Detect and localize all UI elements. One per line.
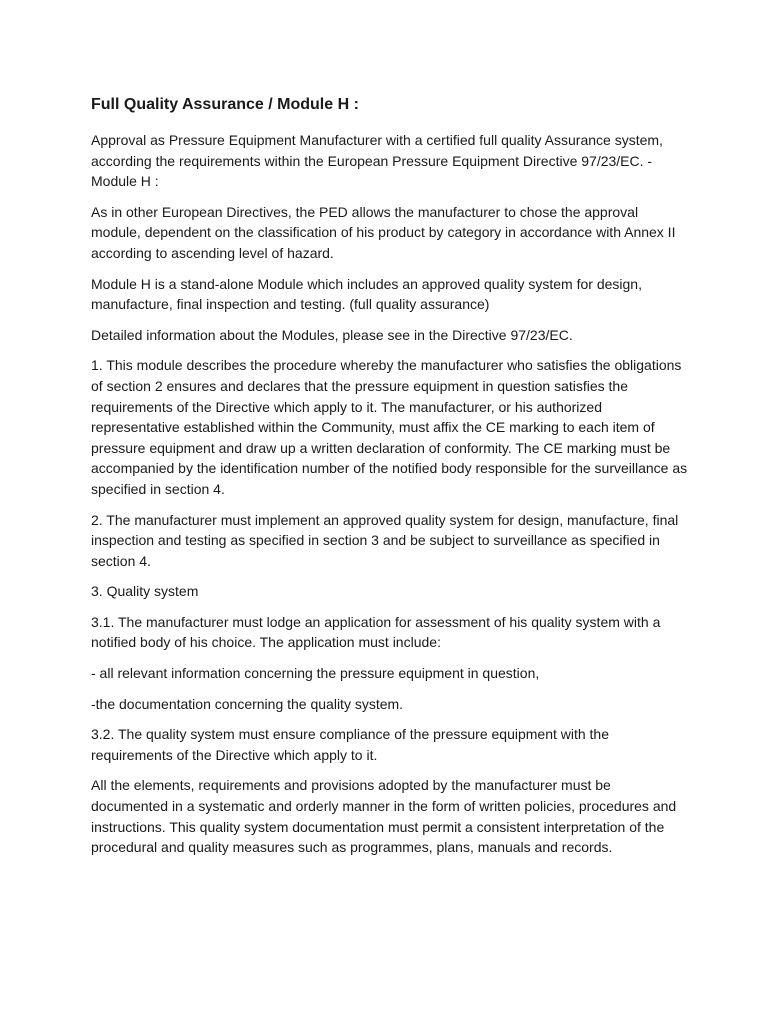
- document-title: Full Quality Assurance / Module H :: [91, 96, 359, 113]
- list-item-relevant-information: - all relevant information concerning the pressure equipment in question,: [91, 665, 540, 682]
- paragraph-ped-modules: As in other European Directives, the PED allows the manufacturer to chose the approval module, dependent on the classification of his product by category in accordance with Annex II according to ascending level of hazard.: [91, 203, 676, 261]
- document-page: [91, 93, 691, 868]
- paragraph-section-2: 2. The manufacturer must implement an approved quality system for design, manufacture, final inspection and testing as specified in section 3 and be subject to surveillance as specified in section 4.: [91, 511, 679, 569]
- paragraph-section-3-1: 3.1. The manufacturer must lodge an application for assessment of his quality system with a notified body of his choice. The application must include:: [91, 613, 661, 651]
- paragraph-section-3-heading: 3. Quality system: [91, 583, 199, 600]
- paragraph-section-3-2: 3.2. The quality system must ensure compliance of the pressure equipment with the requirements of the Directive which apply to it.: [91, 726, 610, 763]
- paragraph-documentation-requirements: All the elements, requirements and provisions adopted by the manufacturer must be documented in a systematic and orderly manner in the form of written policies, procedures and instructions. This quality system documentation must permit a consistent interpretation of the procedural and quality measures such as programmes, plans, manuals and records.: [91, 777, 677, 856]
- paragraph-section-1: 1. This module describes the procedure whereby the manufacturer who satisfies the obligations of section 2 ensures and declares that the pressure equipment in question satisfies the requirements of the Directive which apply to it. The manufacturer, or his authorized representative established within the Community, must affix the CE marking to each item of pressure equipment and draw up a written declaration of conformity. The CE marking must be accompanied by the identification number of the notified body responsible for the surveillance as specified in section 4.: [91, 357, 688, 497]
- paragraph-module-h: Module H is a stand-alone Module which includes an approved quality system for design, manufacture, final inspection and testing. (full quality assurance): [91, 275, 642, 313]
- paragraph-detailed-info: Detailed information about the Modules, please see in the Directive 97/23/EC.: [91, 326, 573, 343]
- list-item-documentation: -the documentation concerning the quality system.: [91, 695, 404, 712]
- paragraph-approval: Approval as Pressure Equipment Manufacturer with a certified full quality Assurance system, according the requirements within the European Pressure Equipment Directive 97/23/EC. - Module H :: [91, 132, 663, 190]
